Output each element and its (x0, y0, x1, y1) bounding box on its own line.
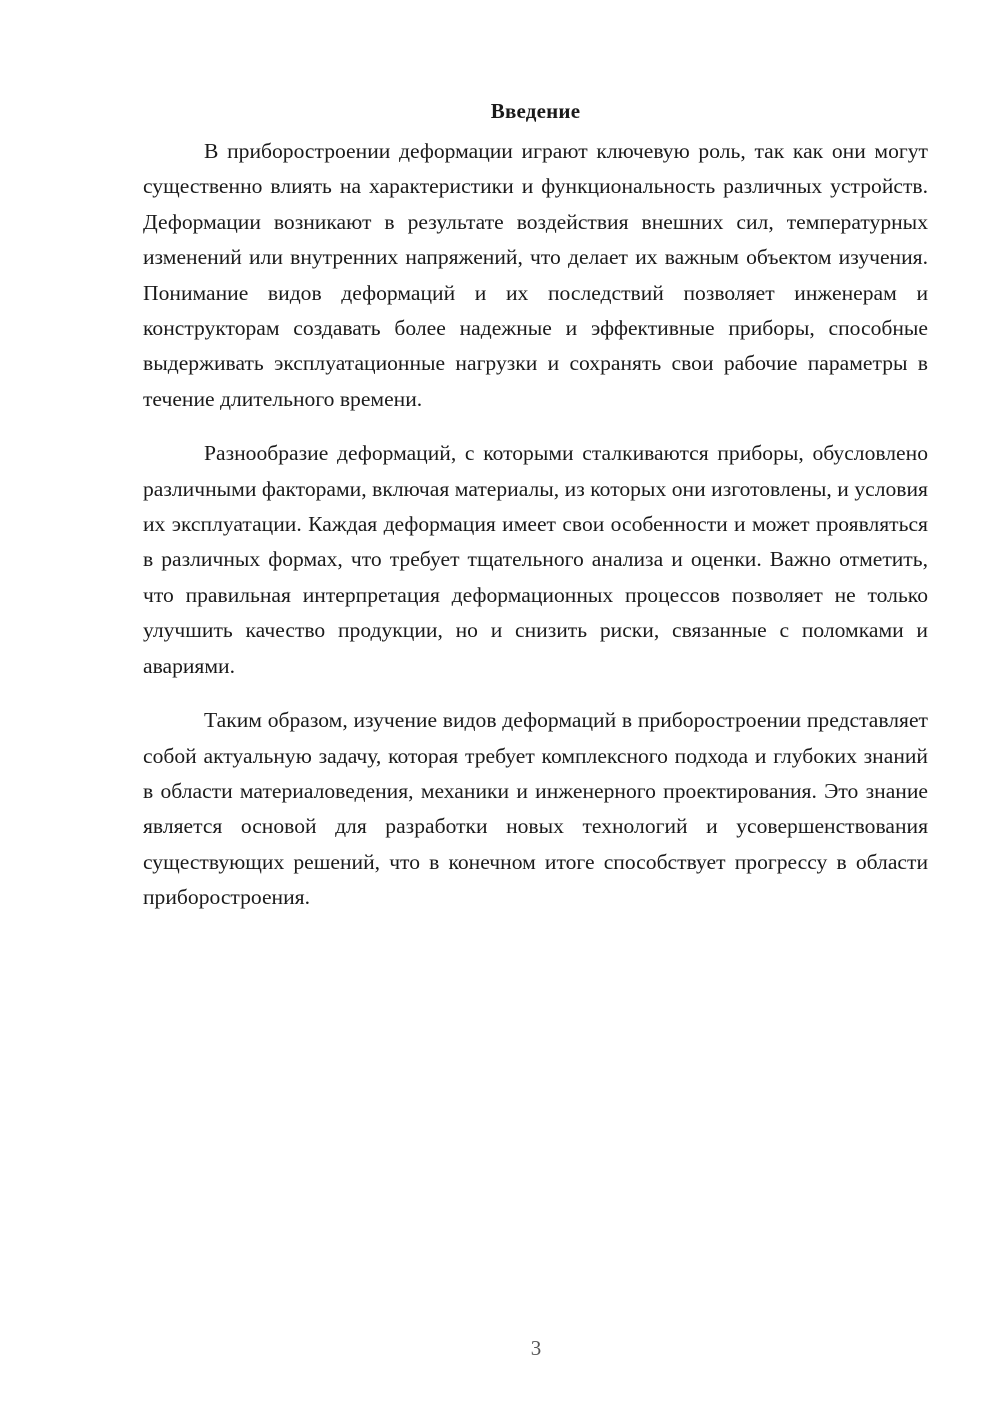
page-number: 3 (530, 1336, 542, 1360)
paragraph-1: В приборостроении деформации играют ключевую роль, так как они могут существенно влиять на характеристики и функциональность различных устройств. Деформации возникают в результате воздействия внешних сил, температурных изменений или внутренних напряжений, что делает их важным объектом изучения. Понимание видов деформаций и их последствий позволяет инженерам и конструкторам создавать более надежные и эффективные приборы, способные выдерживать эксплуатационные нагрузки и сохранять свои рабочие параметры в течение длительного времени. (143, 139, 928, 411)
page-body (143, 96, 928, 935)
paragraph-2: Разнообразие деформаций, с которыми сталкиваются приборы, обусловлено различными факторами, включая материалы, из которых они изготовлены, и условия их эксплуатации. Каждая деформация имеет свои особенности и может проявляться в различных формах, что требует тщательного анализа и оценки. Важно отметить, что правильная интерпретация деформационных процессов позволяет не только улучшить качество продукции, но и снизить риски, связанные с поломками и авариями. (143, 441, 928, 678)
paragraph-3: Таким образом, изучение видов деформаций в приборостроении представляет собой актуальную задачу, которая требует комплексного подхода и глубоких знаний в области материаловедения, механики и инженерного проектирования. Это знание является основой для разработки новых технологий и усовершенствования существующих решений, что в конечном итоге способствует прогрессу в области приборостроения. (143, 708, 928, 910)
section-title: Введение (490, 99, 581, 123)
